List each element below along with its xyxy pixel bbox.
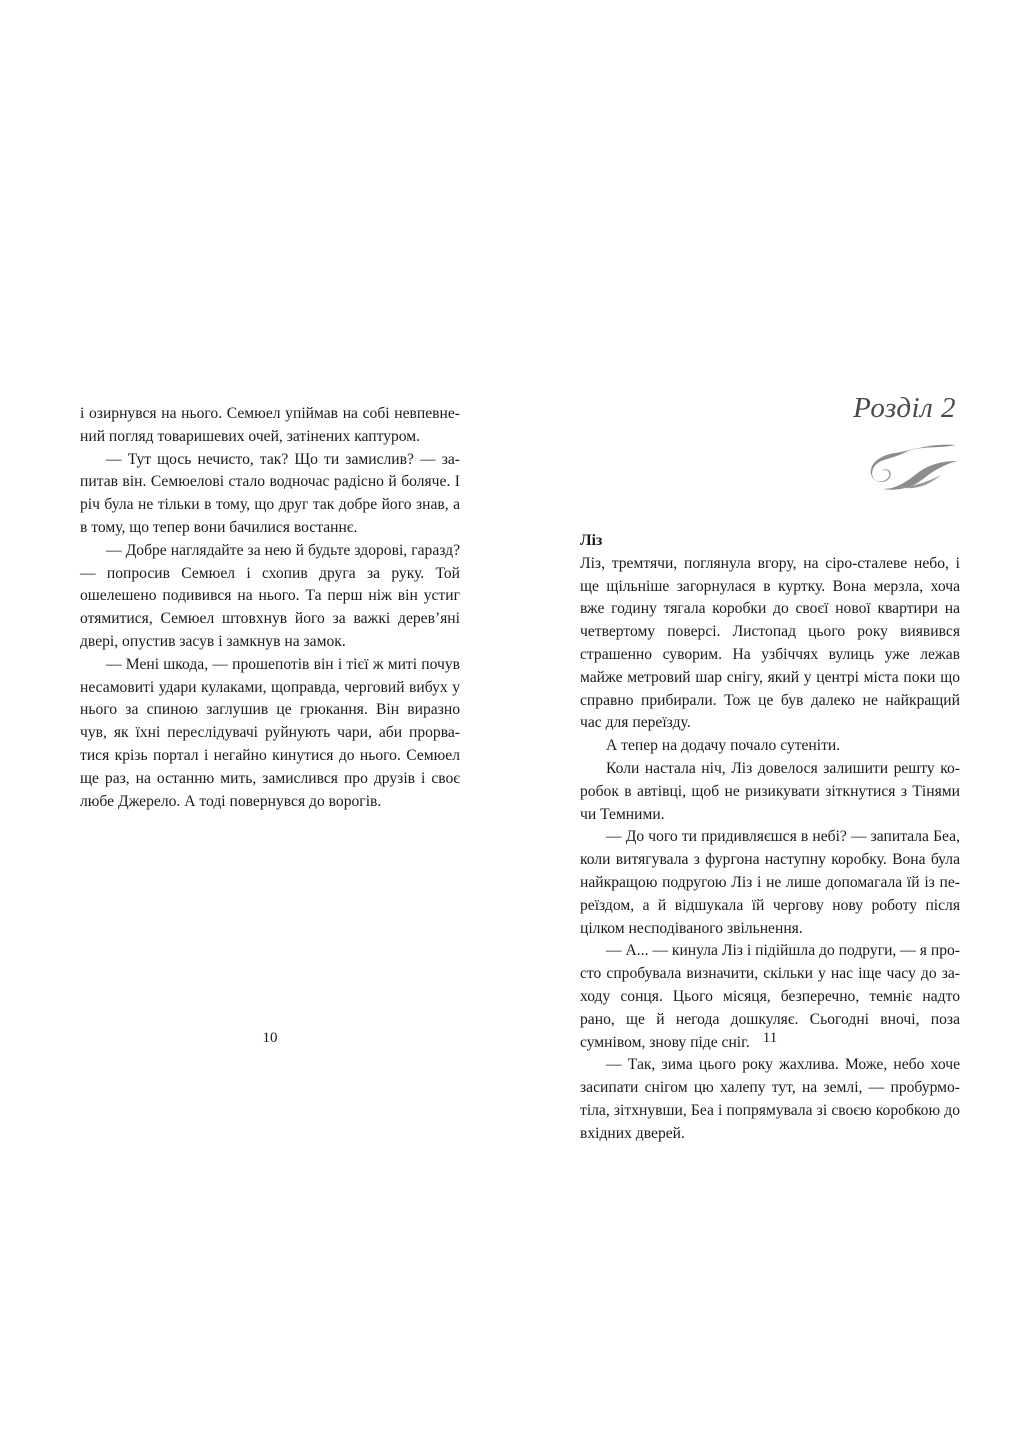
paragraph: Коли настала ніч, Ліз довелося залишити решту коробок в автівці, щоб не ризикувати зіткнутися з Тінями чи Темними. (580, 759, 960, 823)
paragraph: — До чого ти придивляєшся в небі? — запитала Беа, коли витягувала з фургона наступну коробку. Вона була найкращою подругою Ліз і не лише допомагала їй із переїздом, а й відшукала їй чергову нову роботу після цілком несподіваного звільнення. (580, 828, 960, 937)
page-number-left: 10 (262, 1030, 278, 1046)
section-heading: Ліз (580, 532, 603, 549)
paragraph: і озирнувся на нього. Семюел упіймав на собі невпевнений погляд товаришевих очей, затінених каптуром. (80, 405, 460, 445)
paragraph: — Тут щось нечисто, так? Що ти замислив? — запитав він. Семюелові стало водночас радісно й боляче. І річ була не тільки в тому, що друг так добре його знав, а в тому, що тепер вони бачилися востаннє. (80, 450, 460, 536)
paragraph: — Мені шкода, — прошепотів він і тієї ж миті почув несамовиті удари кулаками, щоправда, черговий вибух у нього за спиною заглушив це грюкання. Він виразно чув, як їхні переслідувачі руйнують чари, аби прорватися крізь портал і негайно кинутися до нього. Семюел ще раз, на останню мить, замислився про друзів і своє любе Джерело. А тоді повернувся до ворогів. (80, 655, 460, 810)
paragraph: — А... — кинула Ліз і підійшла до подруги, — я просто спробувала визначити, скільки у нас іще часу до заходу сонця. Цього місяця, безперечно, темніє надто рано, ще й негода дошкуляє. Сьогодні вночі, поза сумнівом, знову піде сніг. (580, 942, 960, 1051)
left-page-text (80, 403, 460, 813)
paragraph: — Добре наглядайте за нею й будьте здорові, гаразд? — попросив Семюел і схопив друга за руку. Той ошелешено подивився на нього. Та перш ніж він устиг отямитися, Семюел штовхнув його за важкі дерев’яні двері, опустив засув і замкнув на замок. (80, 541, 460, 650)
paragraph: А тепер на додачу почало сутеніти. (606, 737, 841, 755)
chapter-title: Розділ 2 (853, 392, 956, 424)
page-number-right: 11 (762, 1030, 778, 1046)
paragraph: Ліз, тремтячи, поглянула вгору, на сіро-сталеве небо, і ще щільніше загорнулася в куртку. Вона мерзла, хоча вже годину тягала коробки до своєї нової квартири на четвертому поверсі. Листопад цього року виявився страшенно суворим. На узбіччях вулиць уже лежав майже метровий шар снігу, який у центрі міста поки що справно прибирали. Тож це був далеко не найкращий час для переїзду. (580, 554, 960, 732)
paragraph: — Так, зима цього року жахлива. Може, небо хоче засипати снігом цю халепу тут, на землі, — пробурмотіла, зітхнувши, Беа і попрямувала зі своєю коробкою до вхідних дверей. (580, 1056, 960, 1142)
swirl-flourish-icon (859, 441, 959, 493)
right-page-text (580, 530, 960, 1146)
left-page (80, 0, 460, 1440)
right-page (580, 0, 960, 1440)
